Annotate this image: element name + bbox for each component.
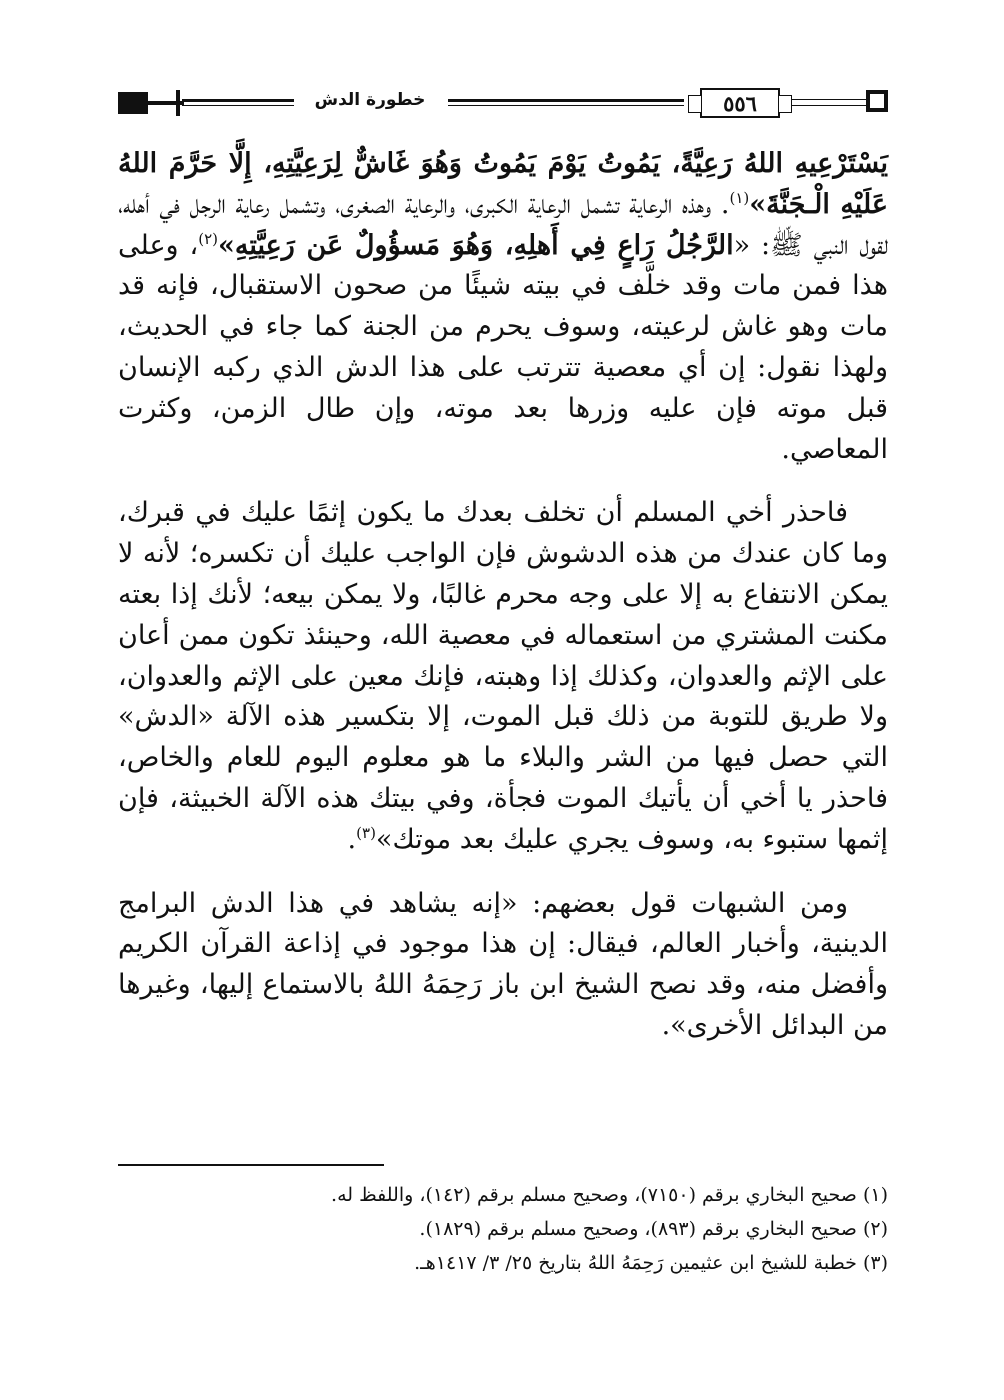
paragraph-1-text: . وهذه الرعاية تشمل الرعاية الكبرى، والرعاية الصغرى، وتشمل رعاية الرجل في أهله، لقول النبي ﷺ: « [118, 188, 888, 261]
header-square-ornament [866, 90, 888, 112]
header-rule-right [784, 99, 866, 106]
footnote-ref-1: (١) [729, 188, 750, 207]
footnote-1: (١) صحيح البخاري برقم (٧١٥٠)، وصحيح مسلم برقم (١٤٢)، واللفظ له. [331, 1184, 888, 1206]
book-page [118, 82, 888, 1372]
paragraph-1-text-2: ، وعلى هذا فمن مات وقد خلَّف في بيته شيئًا من صحون الاستقبال، فإنه قد مات وهو غاش لرعيته، وسوف يحرم من الجنة كما جاء في الحديث، ولهذا نقول: إن أي معصية تترتب على هذا الدش الذي ركبه الإنسان قبل موته فإن عليه وزرها بعد موته، وإن طال الزمن، وكثرت المعاصي. [118, 229, 888, 465]
paragraph-1 [118, 144, 888, 470]
footnote-separator [118, 1164, 384, 1166]
main-text [118, 144, 888, 1047]
header-rule-long [448, 99, 684, 106]
paragraph-2-text: فاحذر أخي المسلم أن تخلف بعدك ما يكون إثمًا عليك في قبرك، وما كان عندك من هذه الدشوش فإن الواجب عليك أن تكسره؛ لأنه لا يمكن الانتفاع به إلا على وجه محرم غالبًا، ولا يمكن بيعه؛ لأنك إذا بعته مكنت المشتري من استعماله في معصية الله، وحينئذ تكون ممن أعان على الإثم والعدوان، وكذلك إذا وهبته، فإنك معين على الإثم والعدوان، ولا طريق للتوبة من ذلك قبل الموت، إلا بتكسير هذه الآلة «الدش» التي حصل فيها من الشر والبلاء ما هو معلوم اليوم للعام والخاص، فاحذر يا أخي أن يأتيك الموت فجأة، وفي بيتك هذه الآلة الخبيثة، فإن إثمها ستبوء به، وسوف يجري عليك بعد موتك» [118, 497, 888, 855]
page-number: ٥٥٦ [723, 90, 757, 116]
header-block-ornament [118, 92, 148, 114]
hadith-quote-1: يَسْتَرْعِيهِ اللهُ رَعِيَّةً، يَمُوتُ يَوْمَ يَمُوتُ وَهُوَ غَاشٌّ لِرَعِيَّتِهِ، إِلَّا حَرَّمَ اللهُ عَلَيْهِ الْـجَنَّةَ» [118, 148, 889, 220]
footnote-3: (٣) خطبة للشيخ ابن عثيمين رَحِمَهُ اللهُ بتاريخ ٢٥/ ٣/ ١٤١٧هـ. [414, 1252, 888, 1274]
paragraph-3 [118, 884, 888, 1047]
hadith-quote-2: الرَّجُلُ رَاعٍ فِي أَهلِهِ، وَهُوَ مَسؤُولٌ عَن رَعِيَّتِهِ» [218, 229, 734, 261]
header-bar-left [148, 101, 184, 105]
footnote-ref-3: (٣) [356, 823, 376, 842]
footnotes [118, 1178, 888, 1280]
footnote-2: (٢) صحيح البخاري برقم (٨٩٣)، وصحيح مسلم برقم (١٨٢٩). [419, 1218, 888, 1240]
page-header [118, 88, 888, 120]
header-rule-mid [182, 99, 294, 106]
page-number-frame [700, 88, 780, 118]
paragraph-3-text: ومن الشبهات قول بعضهم: «إنه يشاهد في هذا الدش البرامج الدينية، وأخبار العالم، فيقال: إن هذا موجود في إذاعة القرآن الكريم وأفضل منه، وقد نصح الشيخ ابن باز رَحِمَهُ اللهُ بالاستماع إليها، وغيرها من البدائل الأخرى». [118, 887, 888, 1041]
paragraph-2 [118, 493, 888, 860]
paragraph-2-end: . [347, 823, 357, 855]
running-title: خطورة الدش [314, 90, 426, 110]
footnote-ref-2: (٢) [198, 229, 218, 248]
